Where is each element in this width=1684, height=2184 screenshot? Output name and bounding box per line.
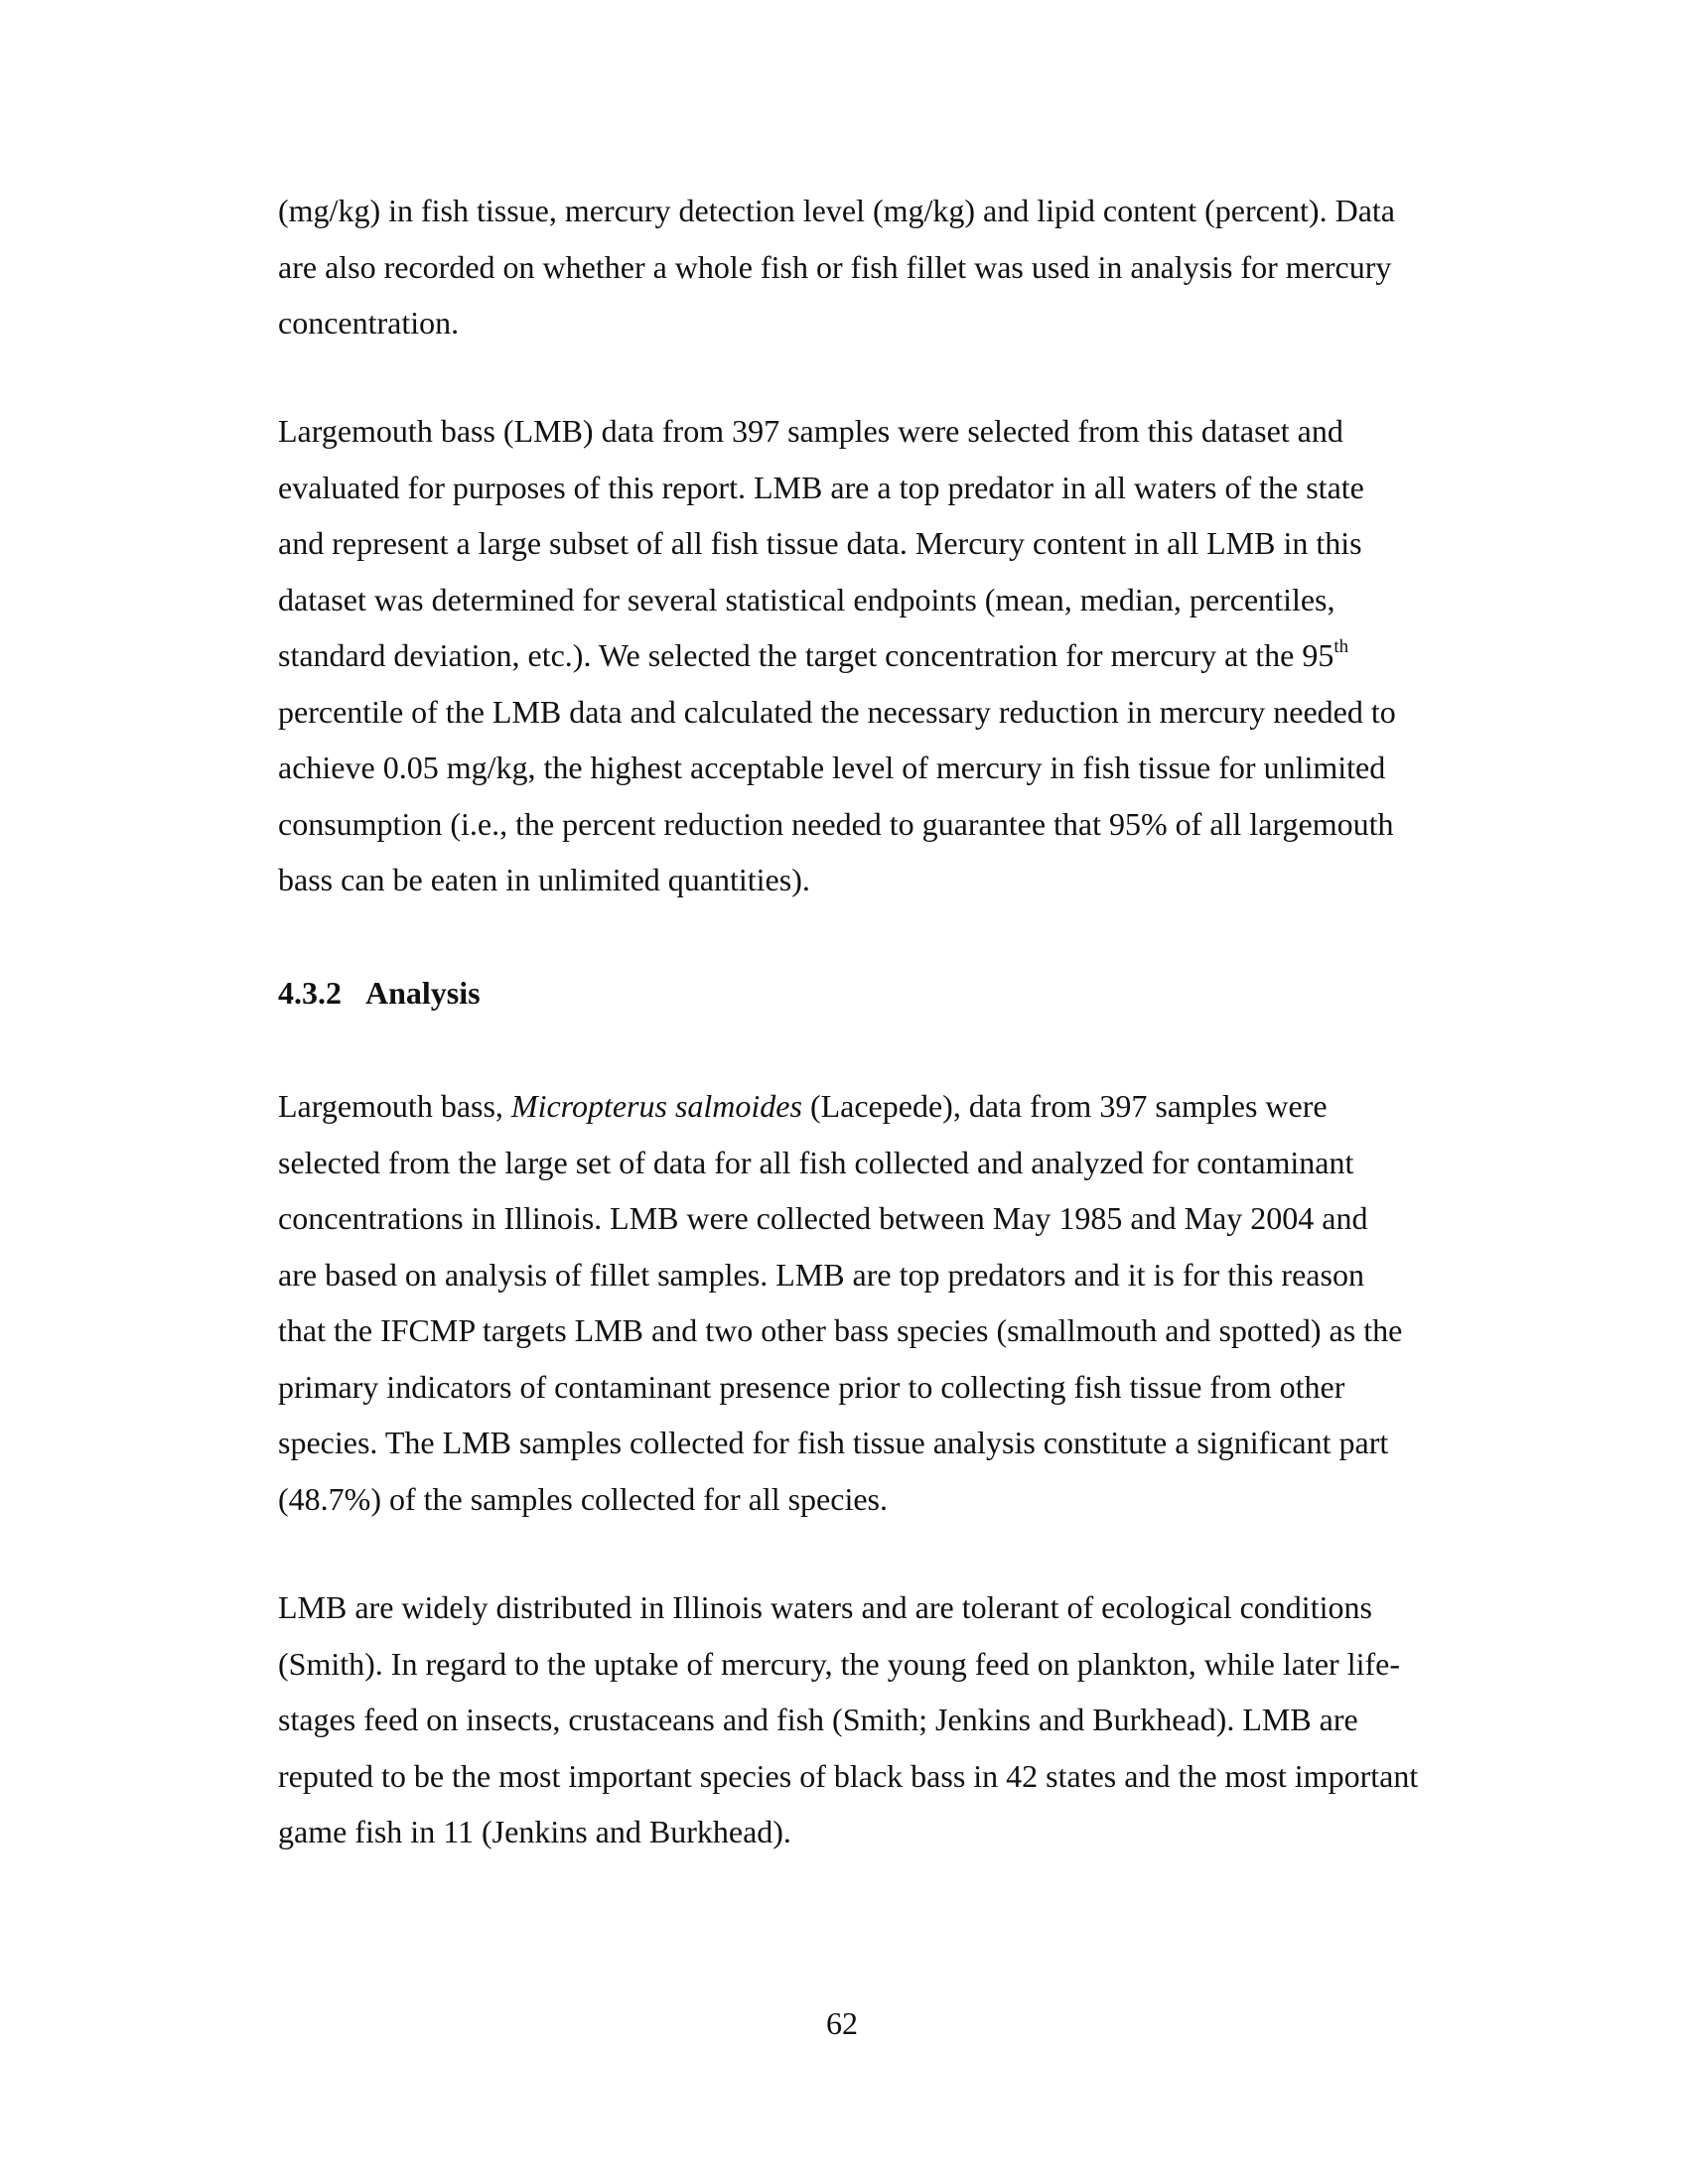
text-line-with-superscript xyxy=(278,627,1440,684)
paragraph-analysis xyxy=(278,1078,1440,1527)
text-prefix: Largemouth bass, xyxy=(278,1088,511,1124)
text-line: game fish in 11 (Jenkins and Burkhead). xyxy=(278,1814,791,1849)
text-line: species. The LMB samples collected for fish tissue analysis constitute a significant part xyxy=(278,1425,1389,1460)
text-line: reputed to be the most important species of black bass in 42 states and the most important xyxy=(278,1757,1419,1794)
ordinal-superscript: th xyxy=(1333,636,1349,657)
paragraph-data-fields xyxy=(278,183,1440,351)
paragraph-distribution xyxy=(278,1579,1440,1860)
text-line: Largemouth bass (LMB) data from 397 samples were selected from this dataset and xyxy=(278,413,1343,449)
text-line: (mg/kg) in fish tissue, mercury detection level (mg/kg) and lipid content (percent). Data xyxy=(278,193,1395,228)
text-line: concentrations in Illinois. LMB were collected between May 1985 and May 2004 and xyxy=(278,1200,1368,1236)
text-line: stages feed on insects, crustaceans and fish (Smith; Jenkins and Burkhead). LMB are xyxy=(278,1702,1358,1737)
text-line: concentration. xyxy=(278,305,460,341)
text-line: that the IFCMP targets LMB and two other bass species (smallmouth and spotted) as the xyxy=(278,1312,1403,1348)
section-heading xyxy=(278,965,481,1021)
text-line: are also recorded on whether a whole fish or fish fillet was used in analysis for mercury xyxy=(278,248,1392,285)
text-line: are based on analysis of fillet samples. LMB are top predators and it is for this reason xyxy=(278,1256,1364,1293)
text-line-with-species xyxy=(278,1078,1440,1135)
paragraph-lmb-selection xyxy=(278,403,1440,908)
text-line: achieve 0.05 mg/kg, the highest acceptable level of mercury in fish tissue for unlimited xyxy=(278,750,1386,785)
text-line: primary indicators of contaminant presence prior to collecting fish tissue from other xyxy=(278,1368,1345,1405)
text-line: LMB are widely distributed in Illinois waters and are tolerant of ecological conditions xyxy=(278,1589,1372,1625)
species-name: Micropterus salmoides xyxy=(510,1088,802,1124)
section-title: Analysis xyxy=(365,975,481,1011)
text-line: bass can be eaten in unlimited quantities). xyxy=(278,862,810,897)
text-line: selected from the large set of data for all fish collected and analyzed for contaminant xyxy=(278,1144,1354,1180)
text-suffix: (Lacepede), data from 397 samples were xyxy=(801,1088,1328,1124)
text-line: (Smith). In regard to the uptake of mercury, the young feed on plankton, while later life- xyxy=(278,1645,1400,1682)
text-line-body: standard deviation, etc.). We selected the target concentration for mercury at the 95 xyxy=(278,637,1334,673)
text-line: percentile of the LMB data and calculated the necessary reduction in mercury needed to xyxy=(278,693,1396,730)
text-line: consumption (i.e., the percent reduction needed to guarantee that 95% of all largemouth xyxy=(278,805,1394,842)
text-line: evaluated for purposes of this report. LMB are a top predator in all waters of the state xyxy=(278,469,1364,505)
section-number: 4.3.2 xyxy=(278,975,342,1011)
text-line: (48.7%) of the samples collected for all species. xyxy=(278,1480,888,1517)
text-line: dataset was determined for several statistical endpoints (mean, median, percentiles, xyxy=(278,581,1335,617)
text-line: and represent a large subset of all fish tissue data. Mercury content in all LMB in this xyxy=(278,525,1362,561)
page-number: 62 xyxy=(826,2005,858,2041)
